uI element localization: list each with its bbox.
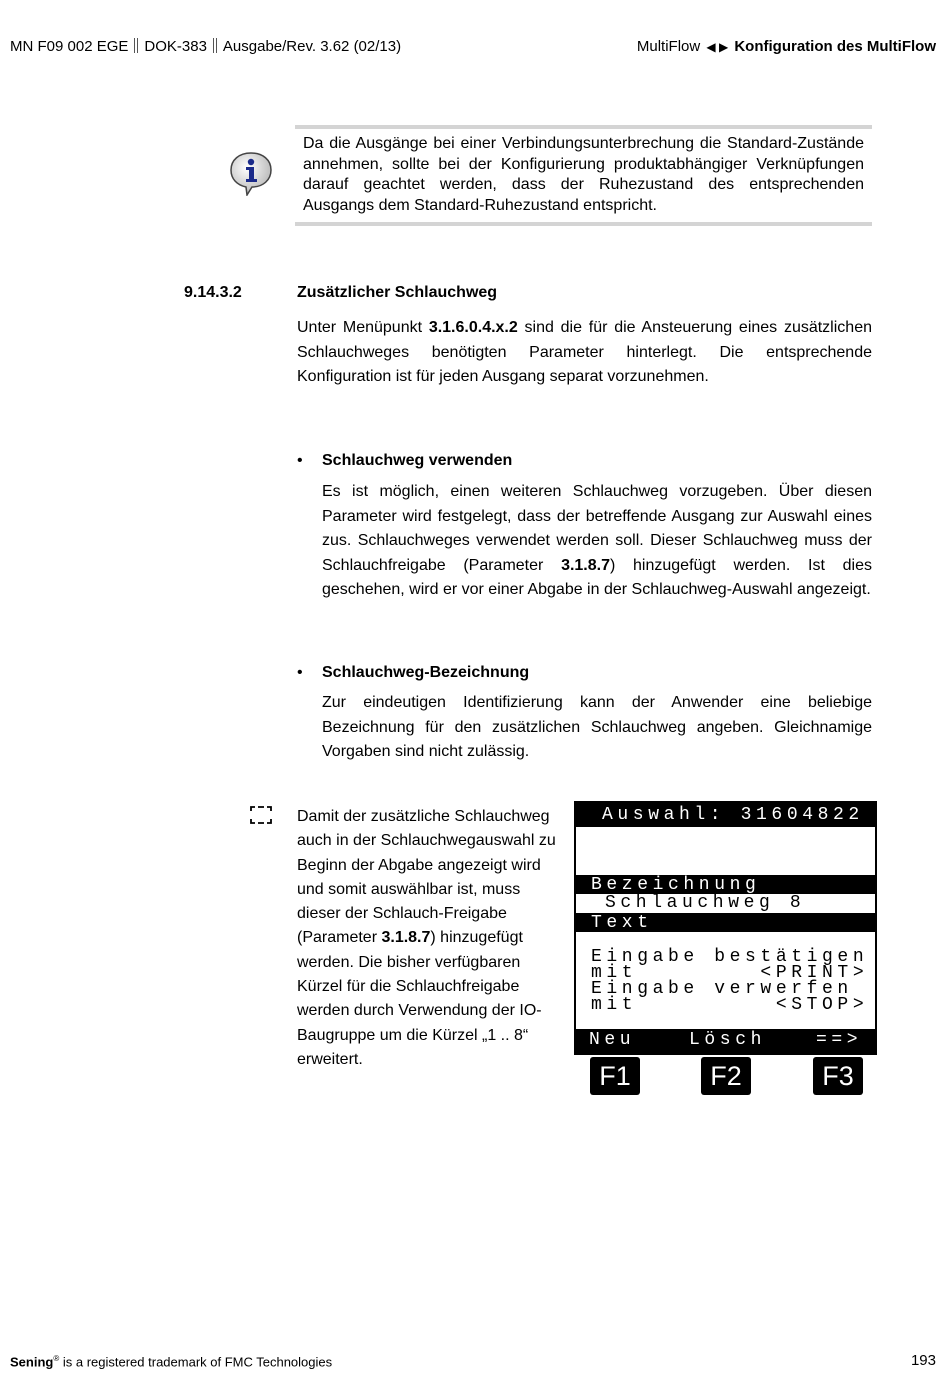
softkey-loesch[interactable]: Lösch	[689, 1030, 767, 1050]
doc-id: MN F09 002 EGE	[10, 38, 129, 55]
f2-key[interactable]: F2	[701, 1057, 751, 1095]
bullet-title: Schlauchweg verwenden	[322, 452, 513, 469]
brand-name: Sening	[10, 1354, 54, 1370]
lcd-field-label: Bezeichnung	[591, 875, 761, 895]
note-bracket-icon	[250, 806, 272, 824]
header-separator	[213, 38, 217, 53]
lcd-line: Eingabe bestätigen	[591, 947, 869, 967]
registered-mark: ®	[53, 1354, 60, 1363]
nav-arrows-icon: ◀ ▶	[706, 40, 729, 54]
section-intro	[297, 316, 872, 390]
softkey-next[interactable]: ==>	[816, 1030, 863, 1050]
lcd-title: Auswahl: 31604822	[602, 805, 864, 825]
page-header-right	[637, 38, 936, 55]
note-text-start: Damit der zusätzliche Schlauchweg auch in der Schlauchwegauswahl zu Beginn der Abgabe angezeigt wird und somit auswählbar ist, muss dieser der Schlauch-Freigabe (Parameter	[297, 808, 556, 947]
menu-point: 3.1.6.0.4.x.2	[428, 319, 518, 336]
footer-trademark	[10, 1354, 332, 1369]
bullet-dot: •	[297, 664, 303, 681]
param-ref: 3.1.8.7	[381, 929, 431, 947]
lcd-line: Eingabe verwerfen	[591, 979, 853, 999]
note-text-end: ) hinzugefügt werden. Die bisher verfügbaren Kürzel für die Schlauchfreigabe werden durch Verwendung der IO-Baugruppe um die Kürzel „1 .. 8“ erweitert.	[297, 929, 542, 1068]
info-box	[295, 125, 872, 226]
bullet-text-end: ) hinzugefügt werden. Ist dies geschehen, wird er vor einer Abgabe in der Schlauchweg-Auswahl angezeigt.	[322, 556, 872, 598]
lcd-line: mit <PRINT>	[591, 963, 869, 983]
bullet-text	[322, 480, 872, 603]
dok-number: DOK-383	[144, 38, 207, 55]
page-header-left	[10, 38, 401, 55]
page-number: 193	[910, 1352, 936, 1369]
bullet-dot: •	[297, 452, 303, 469]
lcd-type-label: Text	[591, 913, 653, 933]
f3-key[interactable]: F3	[813, 1057, 863, 1095]
note-text	[297, 805, 557, 1072]
chapter-title: Konfiguration des MultiFlow	[734, 38, 936, 55]
section-title: Zusätzlicher Schlauchweg	[297, 284, 498, 301]
bullet-title: Schlauchweg-Bezeichnung	[322, 664, 530, 681]
trademark-text: is a registered trademark of FMC Technologies	[59, 1354, 333, 1370]
revision: Ausgabe/Rev. 3.62 (02/13)	[222, 38, 402, 55]
bullet-text: Zur eindeutigen Identifizierung kann der Anwender eine beliebige Bezeichnung für den zusätzlichen Schlauchweg angeben. Gleichnamige Vorgaben sind nicht zulässig.	[322, 694, 872, 760]
info-speech-icon	[228, 150, 274, 196]
f1-key[interactable]: F1	[590, 1057, 640, 1095]
lcd-line: mit <STOP>	[591, 995, 869, 1015]
softkey-neu[interactable]: Neu	[589, 1030, 636, 1050]
intro-text-end: sind die für die Ansteuerung eines zusätzlichen Schlauchweges benötigten Parameter hinterlegt. Die entsprechende Konfiguration ist für jeden Ausgang separat vorzunehmen.	[297, 319, 872, 385]
param-ref: 3.1.8.7	[561, 556, 610, 574]
header-separator	[134, 38, 138, 53]
lcd-field-value[interactable]: Schlauchweg 8	[605, 893, 806, 913]
product-name: MultiFlow	[636, 38, 701, 55]
section-number: 9.14.3.2	[184, 284, 242, 301]
bullet-text-start: Es ist möglich, einen weiteren Schlauchweg vorzugeben. Über diesen Parameter wird festgelegt, dass der betreffende Ausgang zur Auswahl eines zus. Schlauchweges verwendet werden soll. Dieser Schlauchweg muss der Schlauchfreigabe (Parameter	[322, 483, 872, 574]
intro-text: Unter Menüpunkt	[297, 319, 429, 336]
info-text: Da die Ausgänge bei einer Verbindungsunterbrechung die Standard-Zustände annehmen, sollte bei der Konfigurierung produktabhängiger Verknüpfungen darauf geachtet werden, dass der Ruhezustand des entsprechenden Ausgangs dem Standard-Ruhezustand entspricht.	[303, 135, 864, 214]
